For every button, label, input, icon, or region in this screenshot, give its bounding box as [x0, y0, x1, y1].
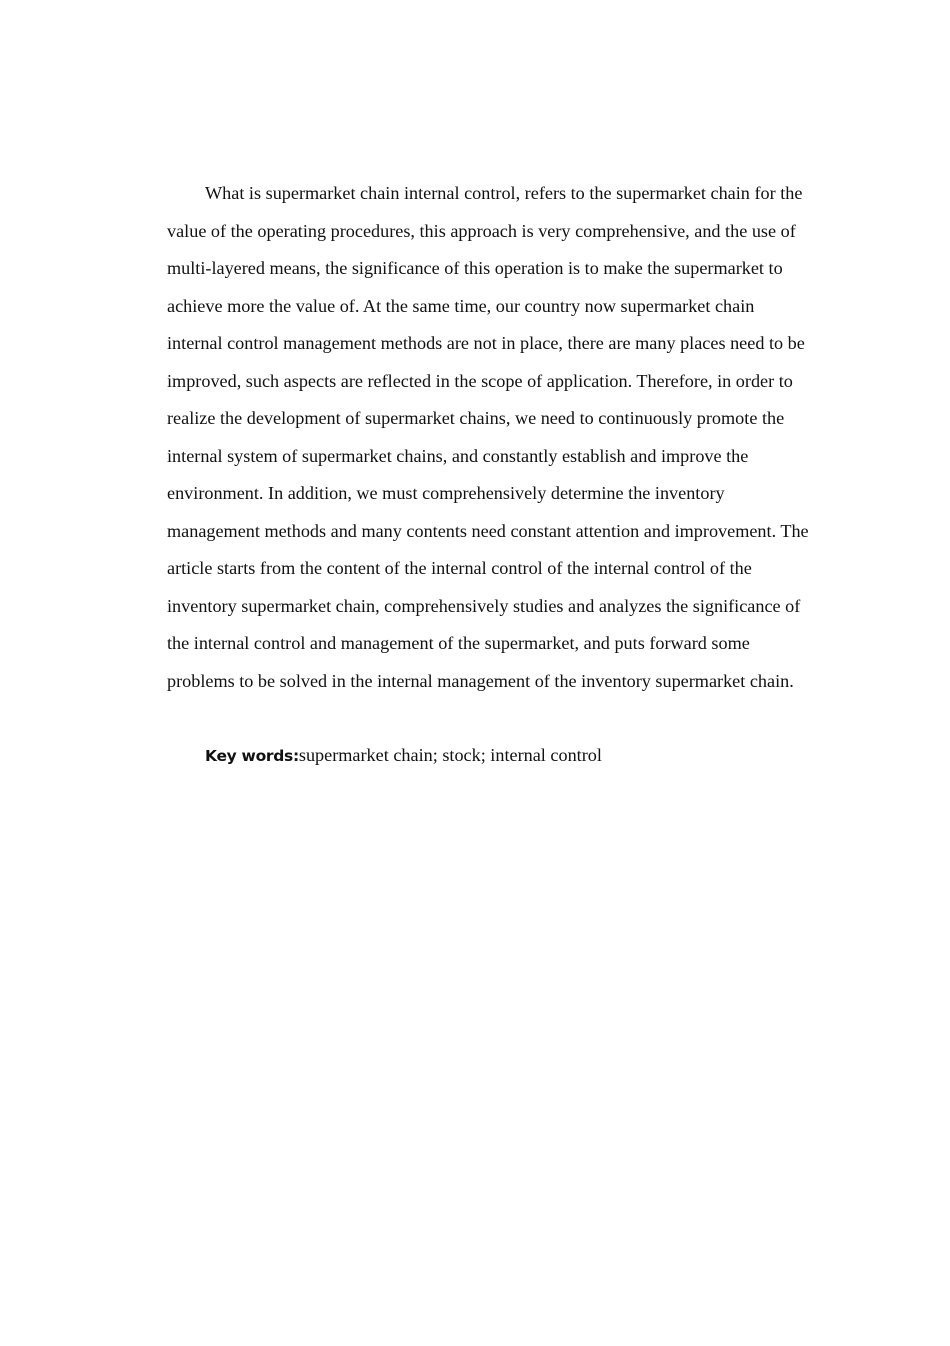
keywords-line	[205, 737, 809, 776]
keywords-label: Key words:	[205, 747, 299, 765]
keywords-text: supermarket chain; stock; internal control	[298, 745, 602, 765]
abstract-paragraph: What is supermarket chain internal control, refers to the supermarket chain for the value of the operating procedures, this approach is very comprehensive, and the use of multi-layered means, the significance of this operation is to make the supermarket to achieve more the value of. At the same time, our country now supermarket chain internal control management methods are not in place, there are many places need to be improved, such aspects are reflected in the scope of application. Therefore, in order to realize the development of supermarket chains, we need to continuously promote the internal system of supermarket chains, and constantly establish and improve the environment. In addition, we must comprehensively determine the inventory management methods and many contents need constant attention and improvement. The article starts from the content of the internal control of the internal control of the inventory supermarket chain, comprehensively studies and analyzes the significance of the internal control and management of the supermarket, and puts forward some problems to be solved in the internal management of the inventory supermarket chain.	[167, 183, 809, 691]
